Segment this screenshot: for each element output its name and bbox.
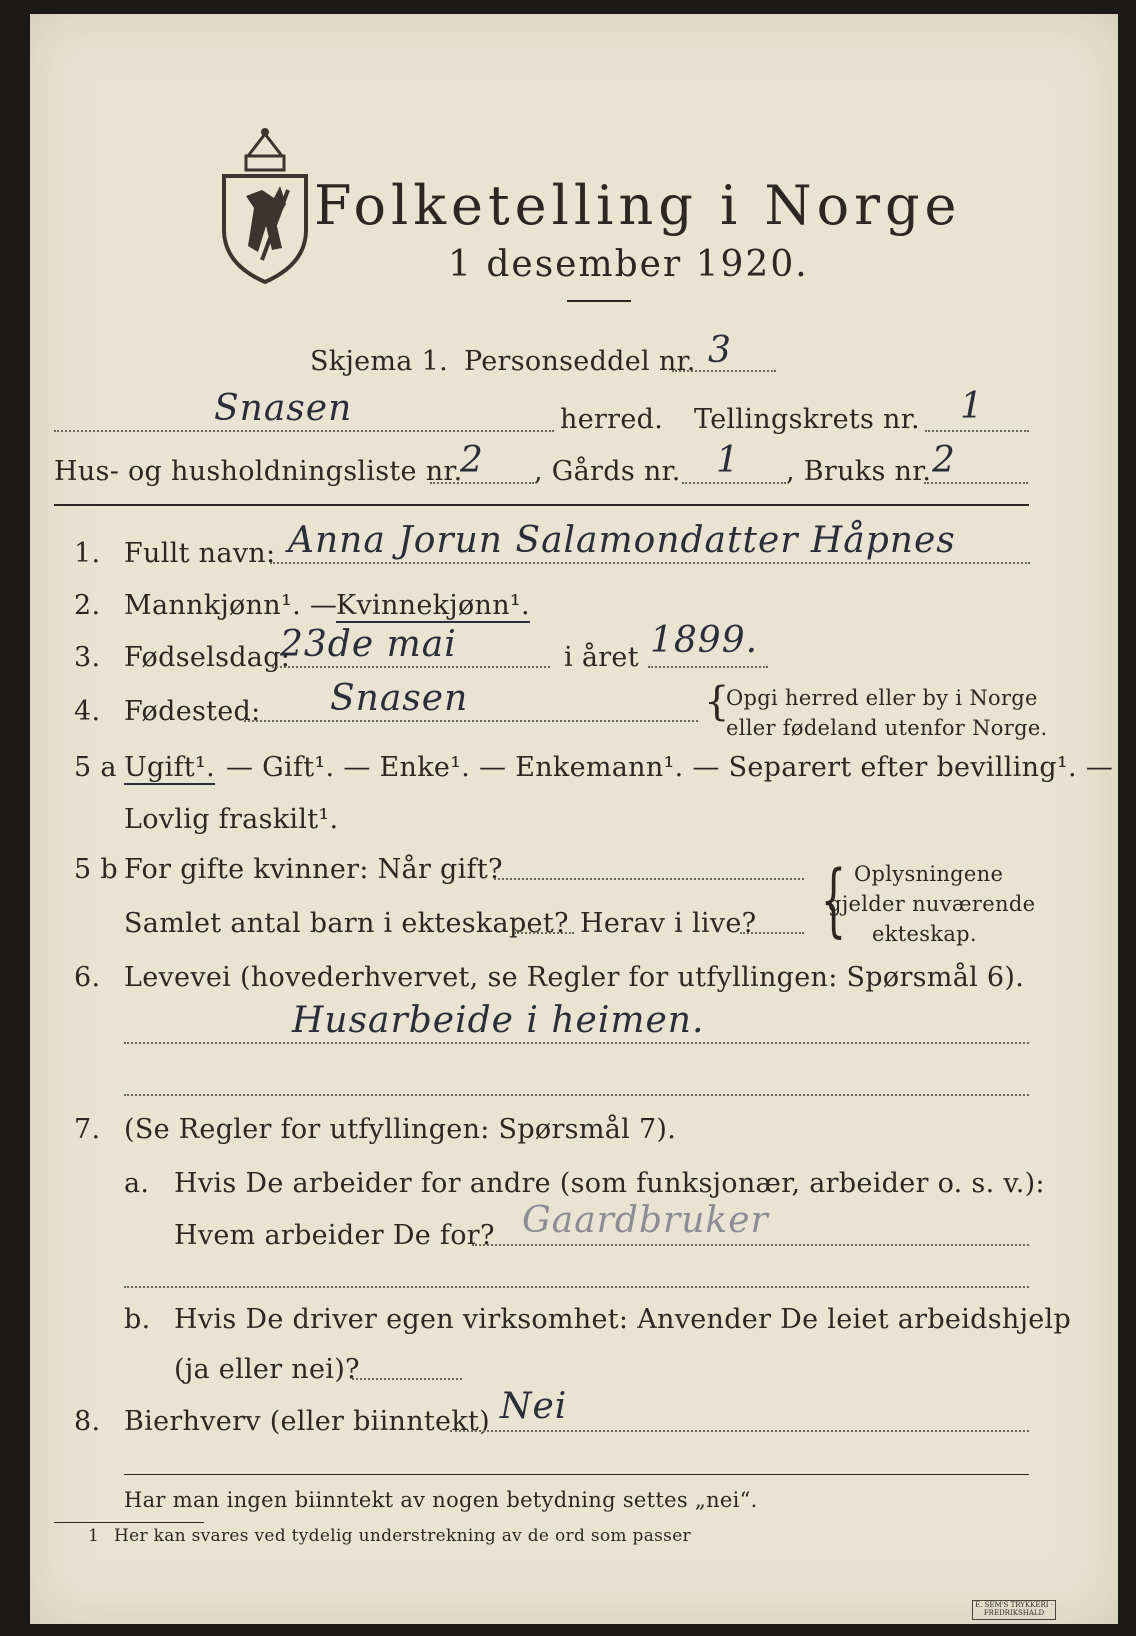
footnote-rule <box>54 1522 204 1523</box>
q3-year-line <box>648 666 768 668</box>
footnote-mark: 1 <box>88 1526 100 1546</box>
q5b-label-3: Herav i live? <box>580 908 757 939</box>
q5b-number: 5 b <box>74 854 118 885</box>
husholdning-line <box>430 482 534 484</box>
gards-value: 1 <box>716 440 740 481</box>
q6-occupation: Husarbeide i heimen. <box>292 1000 705 1041</box>
q1-number: 1. <box>74 538 101 569</box>
q5a-options: — Gift¹. — Enke¹. — Enkemann¹. — Separert efter bevilling¹. — <box>226 752 1114 783</box>
q5b-note-1: Oplysningene <box>854 862 1004 886</box>
q7-label: (Se Regler for utfyllingen: Spørsmål 7). <box>124 1114 677 1145</box>
herred-line <box>54 430 554 432</box>
q7a-line <box>472 1244 1029 1246</box>
q6-number: 6. <box>74 962 101 993</box>
q6-line-2 <box>124 1094 1029 1096</box>
q5a-number: 5 a <box>74 752 117 783</box>
schema-label: Skjema 1. <box>310 346 448 377</box>
q5b-barn-line <box>514 932 574 934</box>
q3-number: 3. <box>74 642 101 673</box>
bruks-value: 2 <box>932 440 956 481</box>
q3-label: Fødselsdag: <box>124 642 291 673</box>
q7b-sub: (ja eller nei)? <box>174 1354 360 1385</box>
q8-label: Bierhverv (eller biinntekt) <box>124 1406 490 1437</box>
tellingskrets-value: 1 <box>960 386 984 427</box>
herred-label: herred. <box>560 404 664 435</box>
form-title: Folketelling i Norge <box>314 174 962 237</box>
q5b-brace: { <box>820 853 847 946</box>
q1-label: Fullt navn: <box>124 538 276 569</box>
q3-birth-year: 1899. <box>650 620 759 661</box>
husholdning-label: Hus- og husholdningsliste nr. <box>54 456 463 487</box>
q8-line <box>450 1430 1029 1432</box>
q5b-note-3: ekteskap. <box>872 922 977 946</box>
q6-line-1 <box>124 1042 1029 1044</box>
q7-number: 7. <box>74 1114 101 1145</box>
gards-label: , Gårds nr. <box>534 456 681 487</box>
q2-number: 2. <box>74 590 101 621</box>
bruks-label: , Bruks nr. <box>786 456 932 487</box>
title-divider <box>567 300 631 302</box>
printer-stamp: E. SEM'S TRYKKERI · FREDRIKSHALD <box>972 1600 1056 1620</box>
footnote-text: Her kan svares ved tydelig understrekning av de ord som passer <box>114 1526 691 1546</box>
bruks-line <box>924 482 1028 484</box>
q5b-label-1: For gifte kvinner: Når gift? <box>124 854 503 885</box>
q5b-live-line <box>740 932 804 934</box>
q7a-label: Hvis De arbeider for andre (som funksjonær, arbeider o. s. v.): <box>174 1168 1045 1199</box>
q3-birth-date: 23de mai <box>280 624 457 665</box>
census-form-sheet <box>30 14 1118 1624</box>
q7a-line-2 <box>124 1286 1029 1288</box>
q7a-letter: a. <box>124 1168 150 1199</box>
tellingskrets-label: Tellingskrets nr. <box>694 404 920 435</box>
q1-line <box>270 562 1030 564</box>
personseddel-value: 3 <box>708 330 732 371</box>
q7b-letter: b. <box>124 1304 151 1335</box>
q4-note-2: eller fødeland utenfor Norge. <box>726 716 1048 740</box>
husholdning-value: 2 <box>460 440 484 481</box>
q3-year-label: i året <box>564 642 639 673</box>
gards-line <box>682 482 786 484</box>
q5a-ugift-underlined: Ugift¹. <box>124 752 216 783</box>
q5b-label-2: Samlet antal barn i ekteskapet? <box>124 908 569 939</box>
q2-female-underlined: Kvinnekjønn¹. <box>336 590 530 621</box>
census-date: 1 desember 1920. <box>448 244 809 285</box>
q5a-fraskilt: Lovlig fraskilt¹. <box>124 804 339 835</box>
q2-male: Mannkjønn¹. — <box>124 590 338 621</box>
q3-date-line <box>272 666 550 668</box>
q7b-label: Hvis De driver egen virksomhet: Anvender De leiet arbeidshjelp <box>174 1304 1072 1335</box>
q7b-line <box>352 1378 462 1380</box>
q4-label: Fødested: <box>124 696 261 727</box>
personseddel-label: Personseddel nr. <box>464 346 696 377</box>
q4-line <box>244 720 698 722</box>
q7a-sub: Hvem arbeider De for? <box>174 1220 495 1251</box>
q8-bottom-rule <box>124 1474 1029 1475</box>
herred-value: Snasen <box>214 388 353 429</box>
q8-number: 8. <box>74 1406 101 1437</box>
tellingskrets-line <box>925 430 1029 432</box>
q4-number: 4. <box>74 696 101 727</box>
q1-full-name: Anna Jorun Salamondatter Håpnes <box>288 520 956 561</box>
q5b-note-2: gjelder nuværende <box>828 892 1036 916</box>
q6-label: Levevei (hovederhvervet, se Regler for utfyllingen: Spørsmål 6). <box>124 962 1025 993</box>
q4-birthplace: Snasen <box>330 678 469 719</box>
q5b-gift-line <box>494 878 804 880</box>
q7a-employer: Gaardbruker <box>522 1200 769 1241</box>
q4-brace: { <box>704 679 730 725</box>
q8-value: Nei <box>500 1386 568 1427</box>
section-rule <box>54 504 1029 506</box>
norwegian-coat-of-arms-icon <box>218 126 312 286</box>
q4-note-1: Opgi herred eller by i Norge <box>726 686 1038 710</box>
footer-note: Har man ingen biinntekt av nogen betydning settes „nei“. <box>124 1488 758 1512</box>
